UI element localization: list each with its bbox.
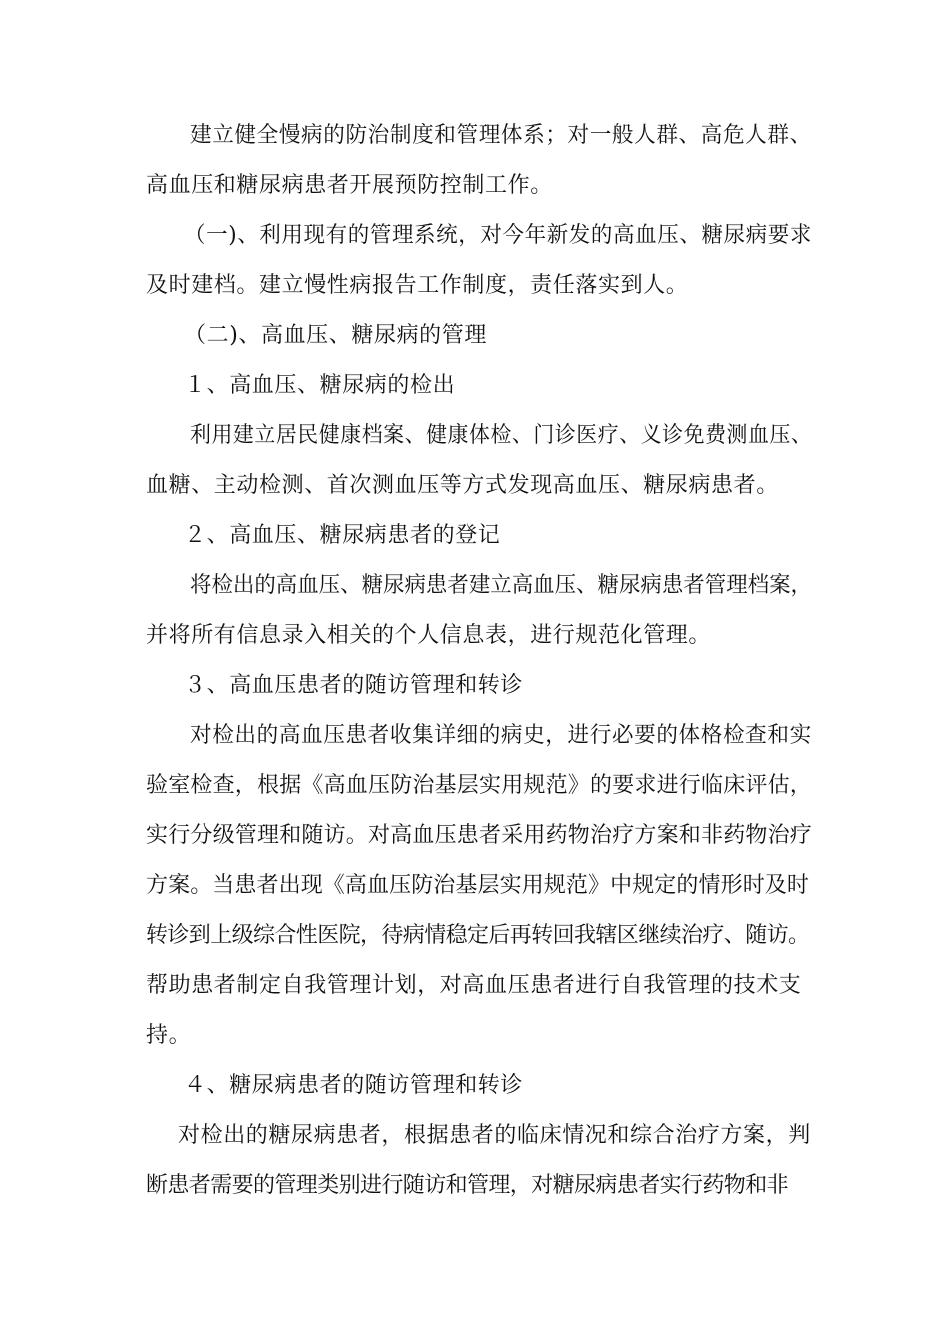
- paragraph-hypertension-line-3: 实行分级管理和随访。对高血压患者采用药物治疗方案和非药物治疗: [146, 823, 813, 848]
- paragraph-intro-line-1: 建立健全慢病的防治制度和管理体系；对一般人群、高危人群、: [190, 123, 812, 148]
- paragraph-registration-line-1: 将检出的高血压、糖尿病患者建立高血压、糖尿病患者管理档案，: [190, 573, 813, 598]
- subheading-4: ４、糖尿病患者的随访管理和转诊: [184, 1073, 524, 1098]
- section-one-line-2: 及时建档。建立慢性病报告工作制度，责任落实到人。: [146, 273, 689, 298]
- paragraph-hypertension-line-7: 持。: [146, 1023, 192, 1048]
- subheading-2: ２、高血压、糖尿病患者的登记: [184, 523, 501, 548]
- paragraph-hypertension-line-6: 帮助患者制定自我管理计划，对高血压患者进行自我管理的技术支: [146, 973, 802, 998]
- paragraph-hypertension-line-4: 方案。当患者出现《高血压防治基层实用规范》中规定的情形时及时: [146, 873, 810, 898]
- paragraph-intro-line-2: 高血压和糖尿病患者开展预防控制工作。: [146, 173, 553, 198]
- paragraph-detection-line-2: 血糖、主动检测、首次测血压等方式发现高血压、糖尿病患者。: [146, 473, 779, 498]
- paragraph-diabetes-line-2: 断患者需要的管理类别进行随访和管理，对糖尿病患者实行药物和非: [146, 1173, 789, 1198]
- paragraph-hypertension-line-1: 对检出的高血压患者收集详细的病史，进行必要的体格检查和实: [190, 723, 812, 748]
- subheading-1: １、高血压、糖尿病的检出: [184, 373, 456, 398]
- paragraph-detection-line-1: 利用建立居民健康档案、健康体检、门诊医疗、义诊免费测血压、: [190, 423, 813, 448]
- subheading-3: ３、高血压患者的随访管理和转诊: [184, 673, 524, 698]
- section-two-heading: （二)、高血压、糖尿病的管理: [184, 323, 487, 348]
- paragraph-hypertension-line-2: 验室检查，根据《高血压防治基层实用规范》的要求进行临床评估，: [146, 773, 813, 798]
- paragraph-hypertension-line-5: 转诊到上级综合性医院，待病情稳定后再转回我辖区继续治疗、随访。: [146, 923, 810, 948]
- paragraph-diabetes-line-1: 对检出的糖尿病患者，根据患者的临床情况和综合治疗方案，判: [178, 1123, 811, 1148]
- section-one-line-1: （一)、利用现有的管理系统，对今年新发的高血压、糖尿病要求: [184, 223, 813, 248]
- paragraph-registration-line-2: 并将所有信息录入相关的个人信息表，进行规范化管理。: [146, 623, 712, 648]
